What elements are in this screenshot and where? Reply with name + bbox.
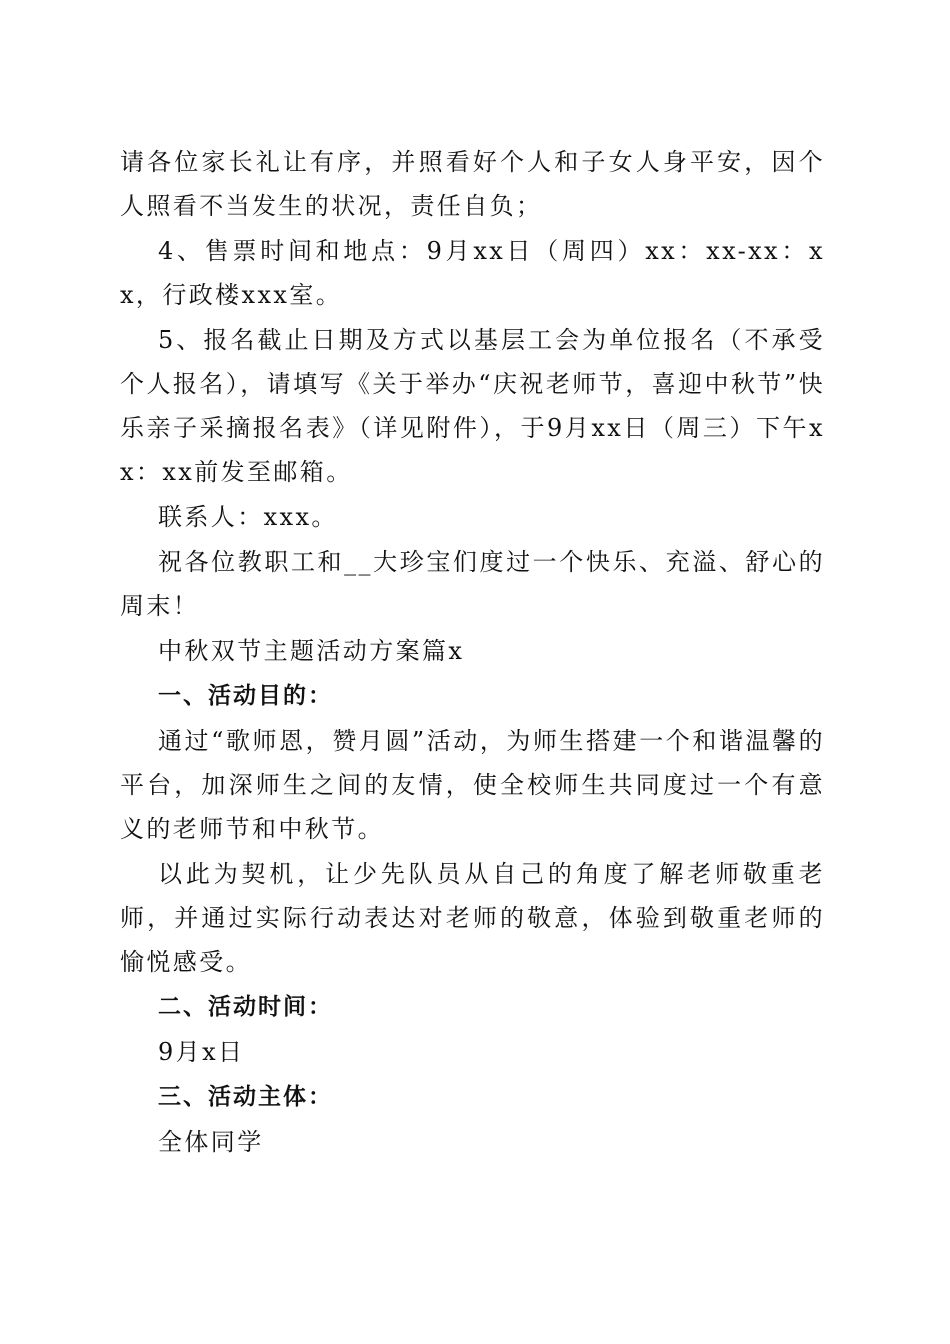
paragraph-time: 9月x日 [158, 1038, 245, 1066]
section-heading-participants: 三、活动主体： [158, 1084, 333, 1110]
paragraph-parent-safety: 请各位家长礼让有序，并照看好个人和子女人身平安，因个人照看不当发生的状况，责任自负； [120, 148, 825, 220]
section-heading-time: 二、活动时间： [158, 994, 333, 1020]
paragraph-wishes: 祝各位教职工和__大珍宝们度过一个快乐、充溢、舒心的周末！ [120, 548, 825, 620]
paragraph-contact: 联系人：xxx。 [158, 503, 338, 531]
paragraph-ticket-time: 4、售票时间和地点：9月xx日（周四）xx：xx-xx：xx，行政楼xxx室。 [120, 237, 825, 309]
section-heading-purpose: 一、活动目的： [158, 683, 333, 709]
document-subtitle: 中秋双节主题活动方案篇x [158, 637, 465, 665]
paragraph-purpose-1: 通过“歌师恩，赞月圆”活动，为师生搭建一个和谐温馨的平台，加深师生之间的友情，使全校师生共同度过一个有意义的老师节和中秋节。 [120, 727, 825, 843]
paragraph-registration: 5、报名截止日期及方式以基层工会为单位报名（不承受个人报名），请填写《关于举办“庆祝老师节，喜迎中秋节”快乐亲子采摘报名表》（详见附件），于9月xx日（周三）下午xx：xx前发至邮箱。 [120, 326, 825, 486]
paragraph-participants: 全体同学 [158, 1128, 264, 1156]
paragraph-purpose-2: 以此为契机，让少先队员从自己的角度了解老师敬重老师，并通过实际行动表达对老师的敬意，体验到敬重老师的愉悦感受。 [120, 860, 825, 976]
document-page [120, 140, 825, 1164]
